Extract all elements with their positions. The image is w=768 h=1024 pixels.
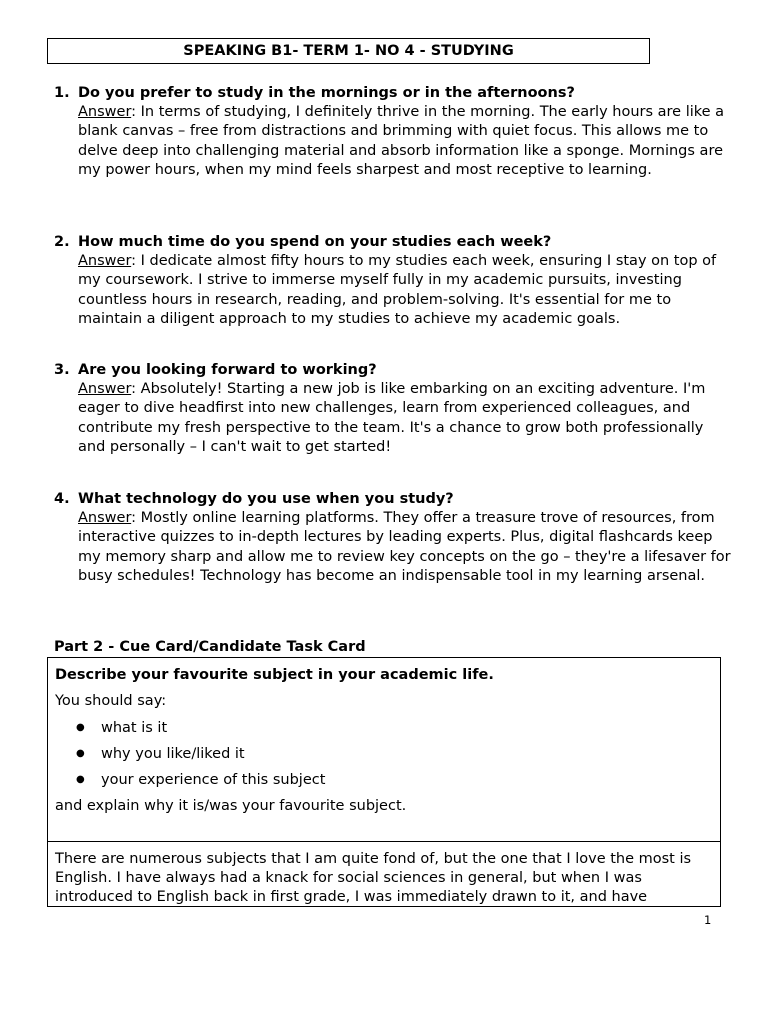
question-text: Do you prefer to study in the mornings or in the afternoons? (78, 85, 575, 101)
question-text: Are you looking forward to working? (78, 362, 377, 378)
answer-label: Answer (78, 104, 132, 121)
question-block-2 (54, 233, 734, 329)
document-title: SPEAKING B1- TERM 1- NO 4 - STUDYING (47, 38, 650, 64)
question-number: 1. (54, 85, 70, 101)
cue-card-title: Describe your favourite subject in your academic life. (55, 667, 494, 683)
question-number: 2. (54, 234, 70, 250)
answer-label: Answer (78, 510, 132, 527)
cue-bullet-3 (76, 770, 325, 790)
question-heading (54, 490, 734, 509)
part2-heading: Part 2 - Cue Card/Candidate Task Card (54, 639, 366, 655)
question-number: 3. (54, 362, 70, 378)
bullet-text: what is it (101, 720, 168, 736)
answer-text (54, 509, 734, 586)
cue-card (47, 657, 721, 907)
answer-label: Answer (78, 253, 132, 270)
cue-card-explain: and explain why it is/was your favourite subject. (55, 798, 407, 814)
answer-body: : In terms of studying, I definitely thrive in the morning. The early hours are like a blank canvas – free from distractions and brimming with quiet focus. This allows me to delve deep into challenging material and absorb information like a sponge. Mornings are my power hours, when my mind feels sharpest and most receptive to learning. (78, 104, 725, 178)
cue-bullet-1 (76, 718, 167, 738)
question-heading (54, 233, 734, 252)
page-number: 1 (704, 913, 712, 927)
bullet-text: why you like/liked it (101, 746, 245, 762)
bullet-text: your experience of this subject (101, 772, 326, 788)
question-heading (54, 84, 734, 103)
cue-card-response: There are numerous subjects that I am quite fond of, but the one that I love the most is English. I have always had a knack for social sciences in general, but when I was introduced to English back in first grade, I was immediately drawn to it, and have (55, 851, 692, 906)
cue-bullet-2 (76, 744, 245, 764)
question-text: How much time do you spend on your studies each week? (78, 234, 552, 250)
cue-card-prompt: You should say: (55, 693, 167, 709)
bullet-icon: ● (76, 748, 85, 759)
answer-label: Answer (78, 381, 132, 398)
answer-text (54, 252, 734, 329)
answer-body: : I dedicate almost fifty hours to my studies each week, ensuring I stay on top of my coursework. I strive to immerse myself fully in my academic pursuits, investing countless hours in research, reading, and problem-solving. It's essential for me to maintain a diligent approach to my studies to achieve my academic goals. (78, 253, 717, 327)
question-text: What technology do you use when you study? (78, 491, 454, 507)
bullet-icon: ● (76, 722, 85, 733)
answer-text (54, 103, 734, 180)
answer-body: : Mostly online learning platforms. They offer a treasure trove of resources, from interactive quizzes to in-depth lectures by leading experts. Plus, digital flashcards keep my memory sharp and allow me to review key concepts on the go – they're a lifesaver for busy schedules! Technology has become an indispensable tool in my learning arsenal. (78, 510, 731, 584)
answer-body: : Absolutely! Starting a new job is like embarking on an exciting adventure. I'm eager to dive headfirst into new challenges, learn from experienced colleagues, and contribute my fresh perspective to the team. It's a chance to grow both professionally and personally – I can't wait to get started! (78, 381, 706, 455)
question-block-3 (54, 361, 734, 457)
question-block-4 (54, 490, 734, 586)
question-block-1 (54, 84, 734, 180)
cue-card-divider (48, 841, 720, 842)
bullet-icon: ● (76, 774, 85, 785)
question-heading (54, 361, 734, 380)
question-number: 4. (54, 491, 70, 507)
answer-text (54, 380, 734, 457)
